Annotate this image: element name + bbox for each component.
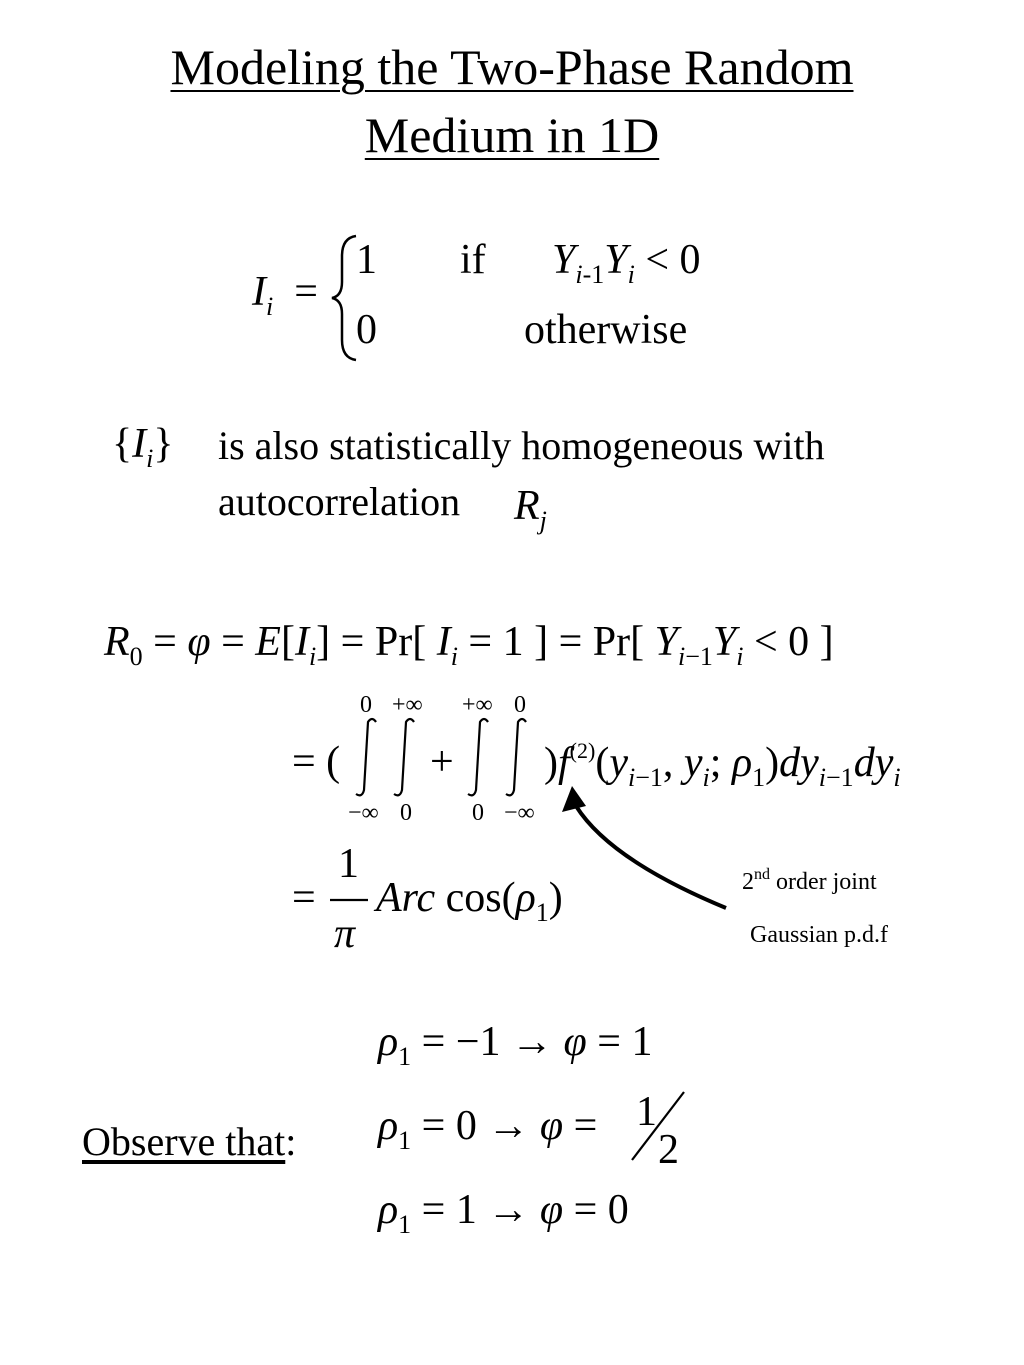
fraction-slash xyxy=(632,1092,684,1160)
integral-sign-2 xyxy=(394,719,414,795)
statement-line-2: autocorrelation xyxy=(218,479,461,524)
case-2-condition: otherwise xyxy=(524,307,688,353)
sequence-set-symbol: $\{I_i\}$ xyxy=(112,421,174,473)
observation-2: $\rho_1 = 0 \to \varphi$ = xyxy=(378,1103,598,1155)
r0-equation: $R_0 = \varphi = E[I_i] = Pr$[ $I_i = 1$ ] = Pr[ $Y_{i-1}Y_i < 0$ ] xyxy=(104,619,834,671)
annotation-arrow xyxy=(576,806,726,908)
integral-sign-4 xyxy=(506,719,526,795)
autocorrelation-symbol: $R_j$ xyxy=(514,483,547,535)
observation-3: $\rho_1 = 1 \to \varphi = 0$ xyxy=(378,1187,629,1239)
annotation-line-1: 2nd order joint xyxy=(742,866,877,895)
case-1-condition-word: if xyxy=(460,237,486,283)
case-1-value: 1 xyxy=(356,237,377,283)
statement-line-1: is also statistically homogeneous with xyxy=(218,423,825,468)
observe-label: Observe that: xyxy=(82,1119,297,1164)
observation-1: $\rho_1 = -1 \to \varphi = 1$ xyxy=(378,1019,653,1071)
piecewise-brace xyxy=(332,236,356,360)
integral-sign-1 xyxy=(356,719,376,795)
case-2-value: 0 xyxy=(356,307,377,353)
fraction-denominator: 2 xyxy=(658,1127,679,1173)
annotation-line-2: Gaussian p.d.f xyxy=(750,922,888,948)
integral-sign-3 xyxy=(468,719,488,795)
fraction-numerator: 1 xyxy=(636,1089,657,1135)
arrow-head xyxy=(562,786,586,812)
title-line-2: Medium in 1D xyxy=(364,107,660,163)
indicator-lhs: $I_i$ = xyxy=(252,269,318,321)
title-line-1: Modeling the Two-Phase Random xyxy=(170,39,854,95)
case-1-condition: $Y_{i-1}Y_i < 0$ xyxy=(552,237,701,289)
integral-signs xyxy=(356,719,526,795)
